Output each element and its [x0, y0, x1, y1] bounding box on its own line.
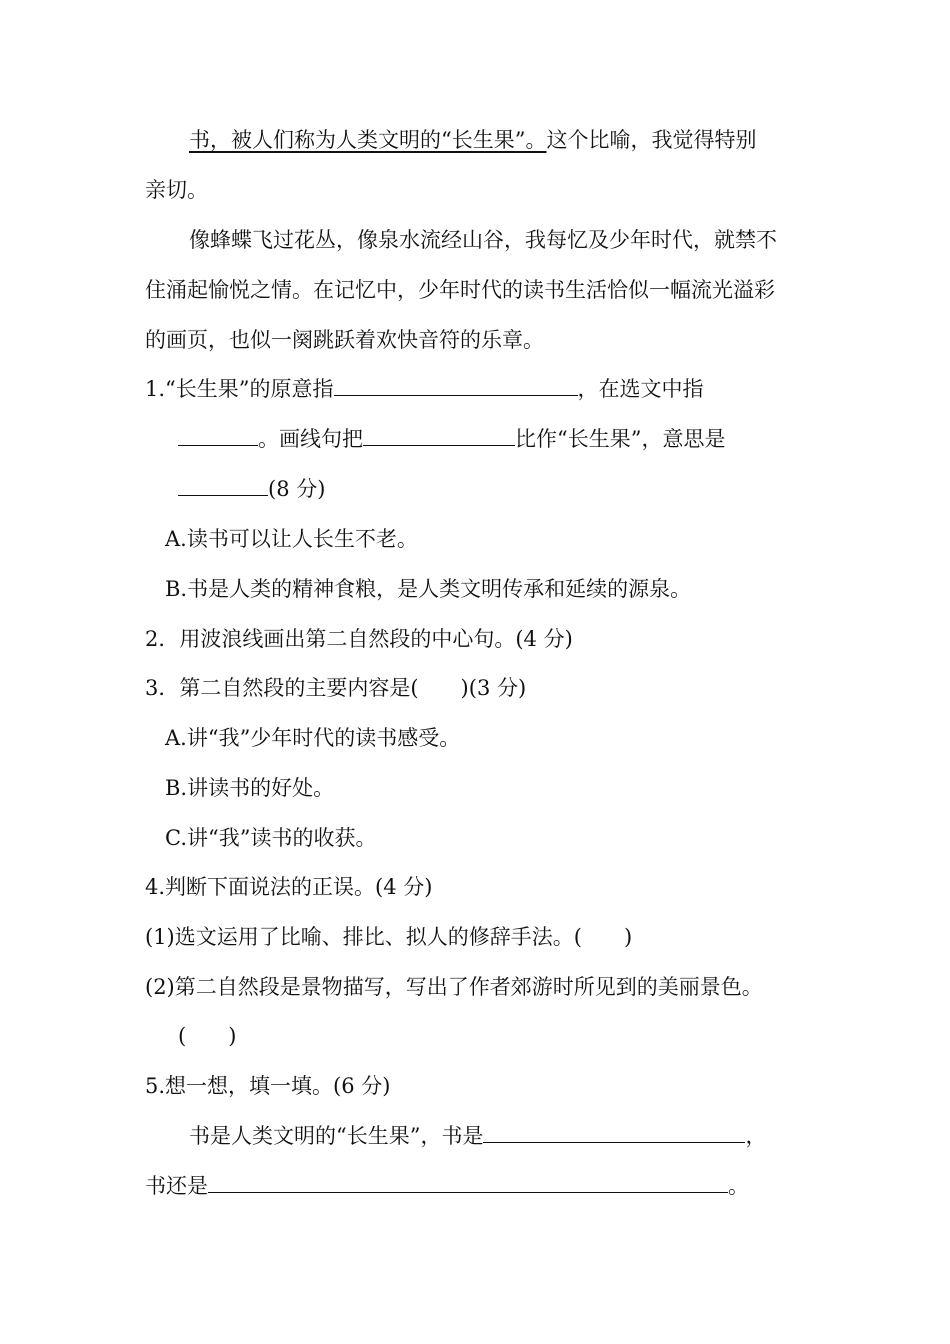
- option-a[interactable]: A.读书可以让人长生不老。: [165, 527, 418, 551]
- underlined-sentence: 书，被人们称为人类文明的“长生果”。: [189, 128, 547, 152]
- option-c[interactable]: C.讲“我”读书的收获。: [165, 826, 377, 850]
- question-1-line-2: [178, 424, 725, 454]
- passage-text: 这个比喻，我觉得特别: [546, 128, 757, 152]
- passage-line: 的画页，也似一阕跳跃着欢快音符的乐章。: [145, 328, 544, 352]
- question-text: 。画线句把: [258, 427, 363, 451]
- question-text: 。: [728, 1174, 749, 1198]
- question-1-line-3: [178, 474, 325, 504]
- question-text: ，: [745, 1124, 767, 1148]
- question-5-line-2: [145, 1171, 749, 1201]
- question-5: 5.想一想，填一填。(6 分): [145, 1074, 391, 1098]
- question-1: [145, 374, 704, 404]
- question-2: 2．用波浪线画出第二自然段的中心句。(4 分): [145, 627, 573, 651]
- question-score: (8 分): [268, 477, 326, 501]
- answer-blank-book-is[interactable]: [483, 1122, 745, 1143]
- question-text: 书还是: [145, 1174, 208, 1198]
- question-4-item-1: (1)选文运用了比喻、排比、拟人的修辞手法。( ): [145, 925, 633, 949]
- passage-line: 亲切。: [145, 178, 208, 202]
- passage-line: 住涌起愉悦之情。在记忆中，少年时代的读书生活恰似一幅流光溢彩: [145, 278, 775, 302]
- question-4-item-2: (2)第二自然段是景物描写，写出了作者郊游时所见到的美丽景色。: [145, 975, 763, 999]
- question-text: 比作“长生果”，意思是: [515, 427, 726, 451]
- question-5-line-1: [189, 1121, 766, 1151]
- question-number: 1.: [145, 377, 166, 401]
- option-b[interactable]: B.书是人类的精神食粮，是人类文明传承和延续的源泉。: [165, 577, 692, 601]
- answer-blank-book-also-is[interactable]: [208, 1172, 728, 1193]
- passage-paragraph-1: [189, 125, 756, 155]
- passage-paragraph-2: 像蜂蝶飞过花丛，像泉水流经山谷，我每忆及少年时代，就禁不: [189, 228, 777, 252]
- question-text: “长生果”的原意指: [165, 377, 334, 401]
- answer-blank-compared-thing[interactable]: [363, 425, 515, 446]
- answer-blank-meaning[interactable]: [178, 475, 268, 496]
- answer-blank-original-meaning[interactable]: [334, 375, 578, 396]
- question-4: 4.判断下面说法的正误。(4 分): [145, 875, 433, 899]
- option-a[interactable]: A.讲“我”少年时代的读书感受。: [165, 726, 461, 750]
- answer-parentheses[interactable]: ( ): [178, 1024, 237, 1048]
- question-text: ，在选文中指: [577, 377, 704, 401]
- question-3: 3．第二自然段的主要内容是( )(3 分): [145, 676, 527, 700]
- question-text: 书是人类文明的“长生果”，书是: [189, 1124, 484, 1148]
- option-b[interactable]: B.讲读书的好处。: [165, 776, 335, 800]
- answer-blank-meaning-in-text[interactable]: [178, 425, 258, 446]
